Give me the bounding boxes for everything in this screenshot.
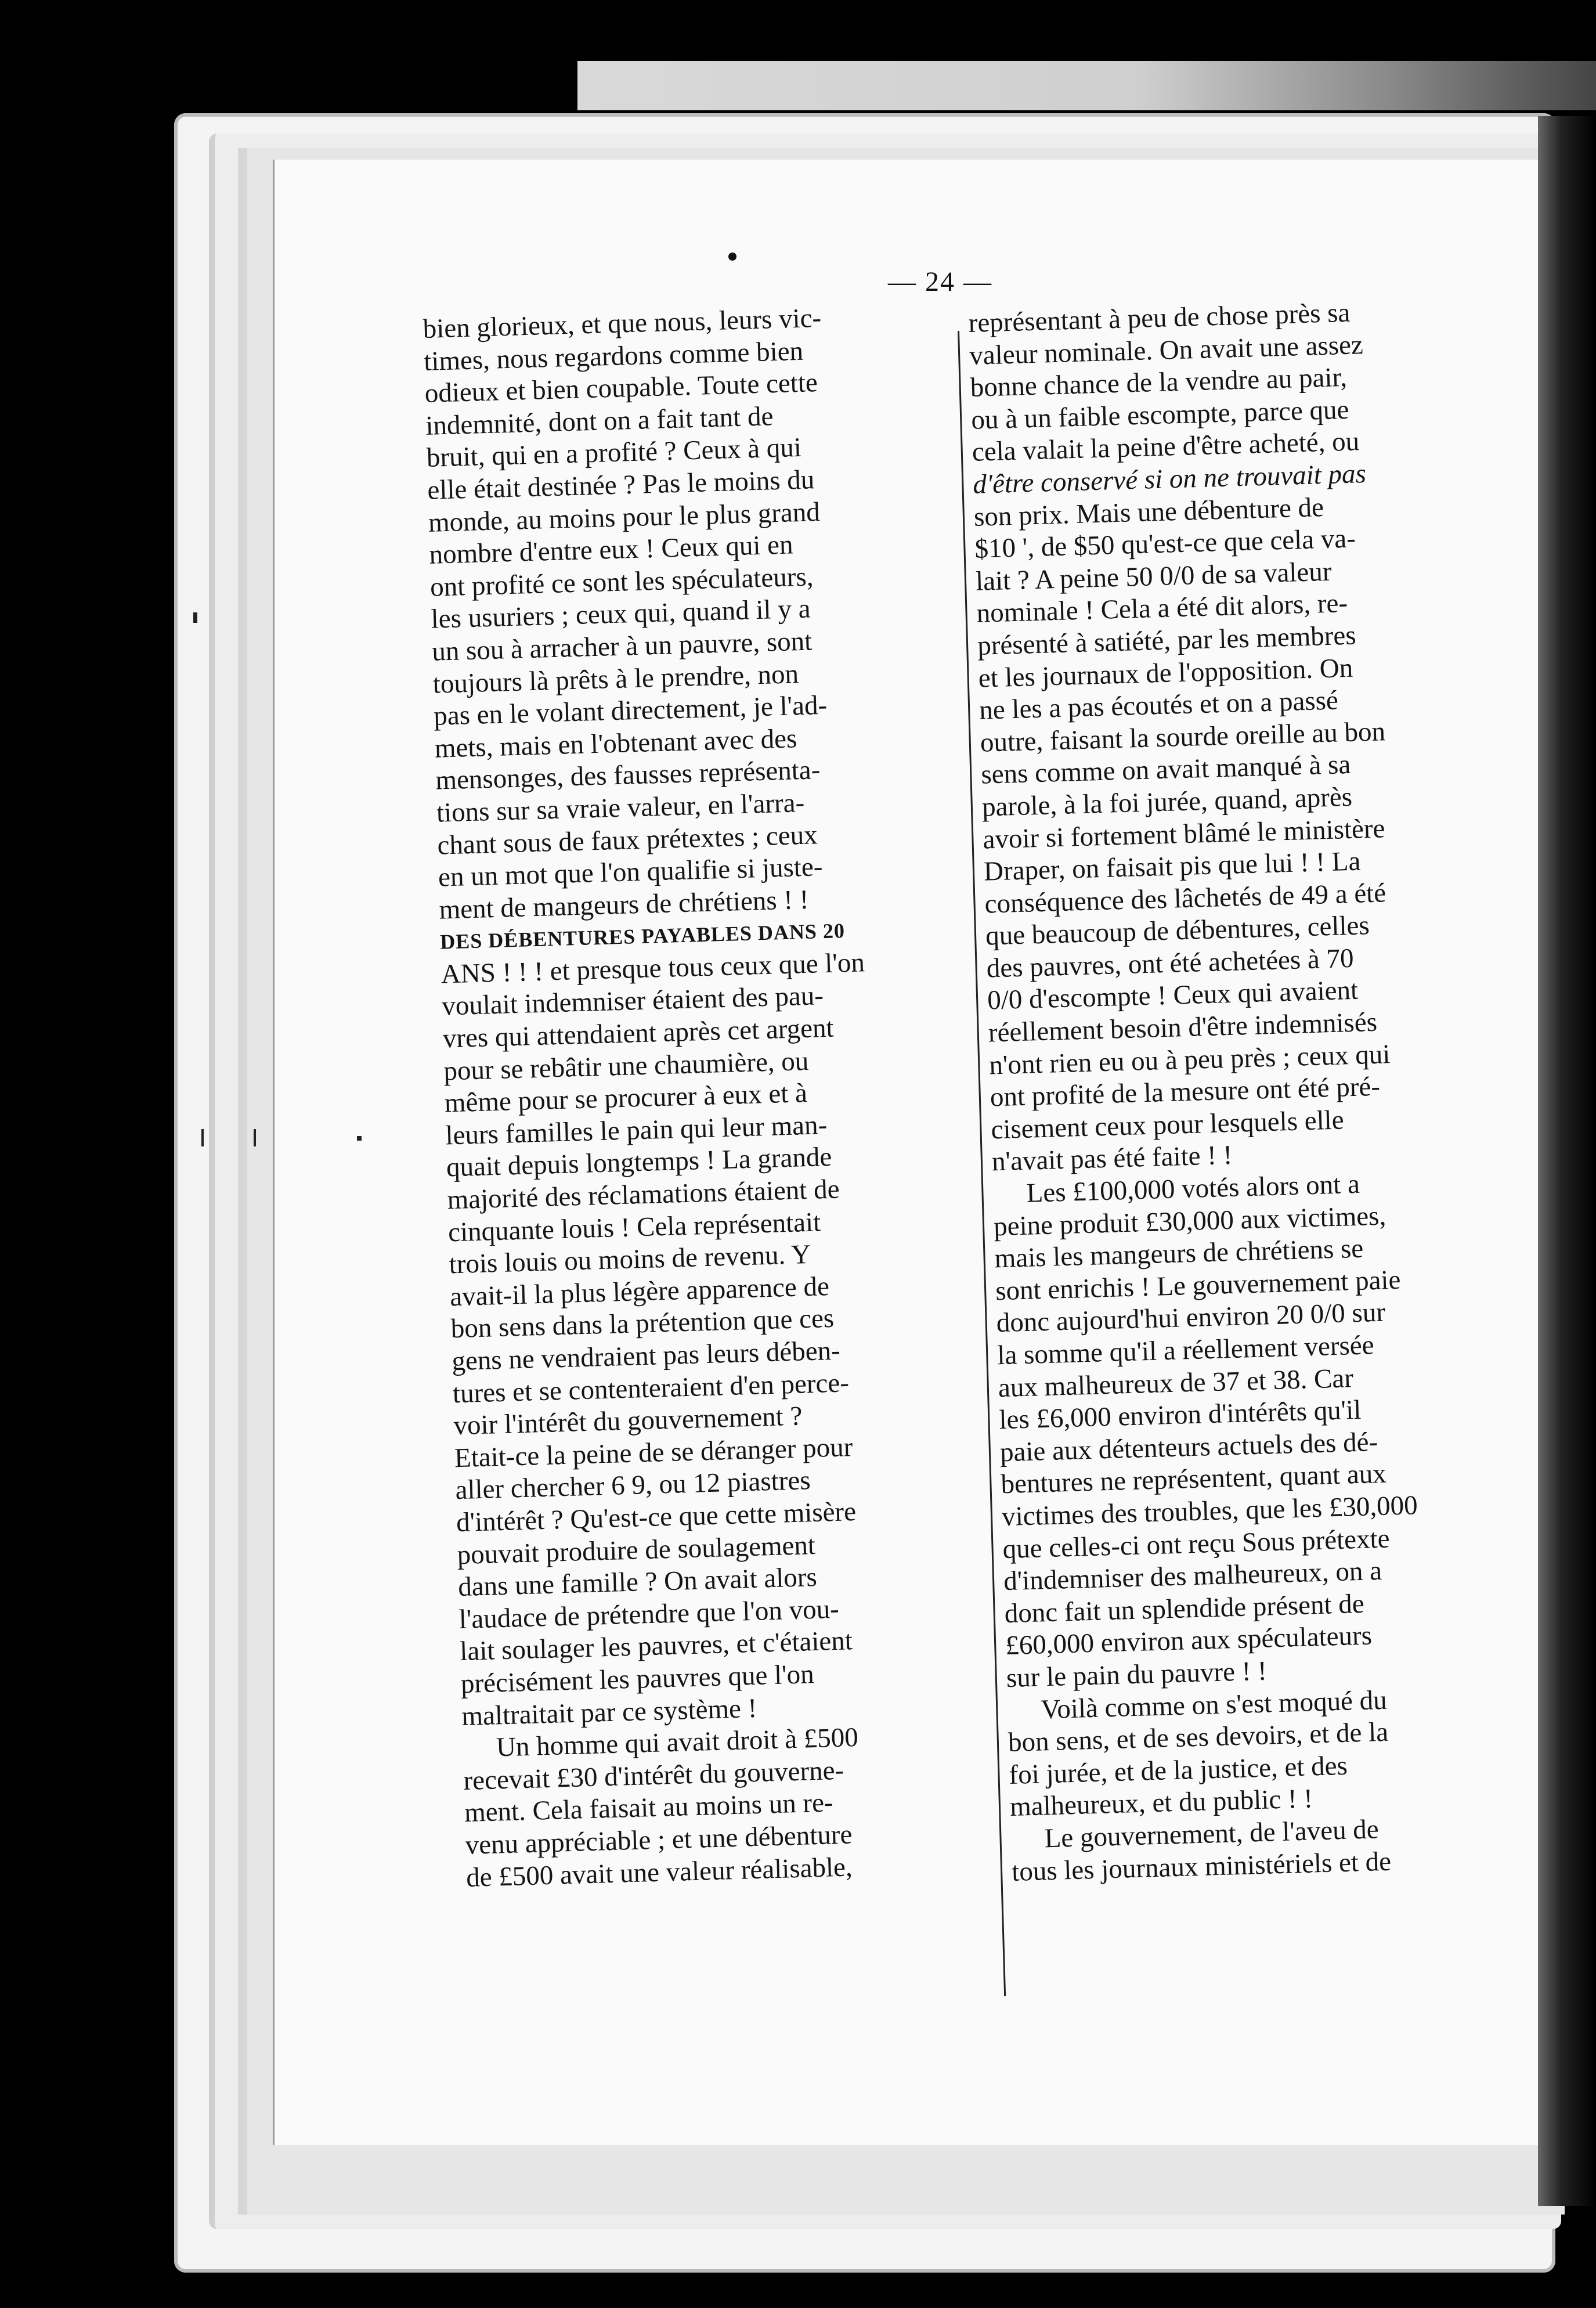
- text-line: vres qui attendaient après cet argent: [442, 1012, 835, 1054]
- margin-mark: [193, 612, 197, 623]
- text-line: maltraitait par ce système !: [461, 1693, 757, 1732]
- text-line: dans une famille ? On avait alors: [457, 1562, 818, 1603]
- text-line: donc fait un splendide présent de: [1004, 1588, 1365, 1629]
- text-line: voulait indemniser étaient des pau-: [441, 980, 824, 1022]
- text-line: ont profité ce sont les spéculateurs,: [429, 561, 814, 603]
- margin-mark: [201, 1129, 204, 1146]
- text-line: représentant à peu de chose près sa: [968, 297, 1351, 338]
- text-line: conséquence des lâchetés de 49 a été: [984, 877, 1386, 919]
- text-line: n'ont rien eu ou à peu près ; ceux qui: [988, 1038, 1391, 1081]
- text-line: £60,000 environ aux spéculateurs: [1005, 1620, 1373, 1661]
- text-line: paie aux détenteurs actuels des dé-: [999, 1426, 1378, 1468]
- text-line: des pauvres, ont été achetées à 70: [986, 943, 1355, 984]
- text-line: aux malheureux de 37 et 38. Car: [998, 1362, 1354, 1403]
- text-line: cisement ceux pour lesquels elle: [990, 1105, 1345, 1145]
- text-line: d'être conservé si on ne trouvait pas: [972, 458, 1367, 500]
- text-line: ment. Cela faisait au moins un re-: [464, 1787, 834, 1829]
- text-line: odieux et bien coupable. Toute cette: [424, 367, 818, 409]
- text-line: nombre d'entre eux ! Ceux qui en: [428, 529, 794, 570]
- text-line: valeur nominale. On avait une assez: [969, 329, 1364, 371]
- text-line: lait soulager les pauvres, et c'étaient: [459, 1625, 853, 1667]
- text-line: bentures ne représentent, quant aux: [1000, 1459, 1387, 1500]
- text-line: Les £100,000 votés alors ont a: [1026, 1169, 1360, 1209]
- text-line: Etait-ce la peine de se déranger pour: [454, 1431, 853, 1474]
- text-line: avoir si fortement blâmé le ministère: [982, 813, 1386, 855]
- text-line: bon sens, et de ses devoirs, et de la: [1008, 1716, 1389, 1758]
- text-line: Voilà comme on s'est moqué du: [1040, 1685, 1388, 1725]
- text-line: ont profité de la mesure ont été pré-: [990, 1071, 1381, 1113]
- text-line: de £500 avait une valeur réalisable,: [465, 1851, 853, 1893]
- text-line: que beaucoup de débentures, celles: [985, 910, 1370, 951]
- text-line: ne les a pas écoutés et on a passé: [978, 685, 1339, 726]
- text-line: elle était destinée ? Pas le moins du: [427, 464, 815, 506]
- text-line: monde, au moins pour le plus grand: [428, 496, 821, 538]
- text-line: indemnité, dont on a fait tant de: [425, 401, 774, 441]
- text-line: peine produit £30,000 aux victimes,: [993, 1200, 1386, 1242]
- text-line: venu appréciable ; et une débenture: [464, 1819, 853, 1860]
- text-line: mensonges, des fausses représenta-: [435, 755, 821, 796]
- text-line: son prix. Mais une débenture de: [973, 492, 1324, 532]
- text-line: ANS ! ! ! et presque tous ceux que l'on: [440, 947, 865, 990]
- text-line: quait depuis longtemps ! La grande: [446, 1142, 832, 1183]
- margin-mark: [357, 1136, 362, 1141]
- text-line: majorité des réclamations étaient de: [446, 1174, 840, 1216]
- text-line: n'avait pas été faite ! !: [991, 1140, 1233, 1177]
- text-line: leurs familles le pain qui leur man-: [445, 1109, 828, 1151]
- text-line: trois louis ou moins de revenu. Y: [449, 1239, 811, 1280]
- text-line: Draper, on faisait pis que lui ! ! La: [983, 846, 1361, 887]
- text-line: les £6,000 environ d'intérêts qu'il: [998, 1395, 1362, 1436]
- text-line: sont enrichis ! Le gouvernement paie: [995, 1264, 1402, 1307]
- text-line: chant sous de faux prétextes ; ceux: [436, 819, 818, 861]
- text-line: victimes des troubles, que les £30,000: [1001, 1490, 1418, 1532]
- text-line: précisément les pauvres que l'on: [460, 1659, 815, 1700]
- text-line: un sou à arracher à un pauvre, sont: [431, 626, 813, 667]
- text-line: bien glorieux, et que nous, leurs vic-: [423, 302, 822, 344]
- text-line: aller chercher 6 9, ou 12 piastres: [454, 1465, 811, 1506]
- margin-mark: [254, 1129, 256, 1146]
- text-line: lait ? A peine 50 0/0 de sa valeur: [975, 556, 1333, 597]
- text-line: d'indemniser des malheureux, on a: [1003, 1556, 1382, 1597]
- text-line: que celles-ci ont reçu Sous prétexte: [1002, 1523, 1391, 1564]
- text-line: sens comme on avait manqué à sa: [980, 749, 1351, 790]
- text-line: 0/0 d'escompte ! Ceux qui avaient: [987, 975, 1359, 1016]
- text-line: les usuriers ; ceux qui, quand il y a: [430, 593, 811, 635]
- ink-dot: [728, 253, 736, 261]
- text-line: ment de mangeurs de chrétiens ! !: [438, 884, 810, 925]
- text-line: ou à un faible escompte, parce que: [970, 394, 1350, 435]
- text-line: voir l'intérêt du gouvernement ?: [453, 1401, 803, 1441]
- text-line: outre, faisant la sourde oreille au bon: [980, 716, 1386, 758]
- text-line: tures et se contenteraient d'en perce-: [452, 1367, 850, 1409]
- text-line: Le gouvernement, de l'aveu de: [1043, 1814, 1380, 1854]
- text-line: tions sur sa vraie valeur, en l'arra-: [436, 787, 805, 828]
- page-number: — 24 —: [888, 266, 992, 297]
- text-line: parole, à la foi jurée, quand, après: [981, 781, 1353, 823]
- text-line: malheureux, et du public ! !: [1009, 1783, 1313, 1823]
- text-line: et les journaux de l'opposition. On: [978, 652, 1353, 694]
- text-line: mets, mais en l'obtenant avec des: [434, 723, 797, 764]
- text-line: times, nous regardons comme bien: [423, 336, 804, 377]
- scan-top-strip: [577, 61, 1596, 110]
- text-line: mais les mangeurs de chrétiens se: [994, 1233, 1364, 1274]
- text-line: toujours là prêts à le prendre, non: [432, 658, 799, 699]
- text-line: cinquante louis ! Cela représentait: [447, 1207, 821, 1247]
- text-line: bonne chance de la vendre au pair,: [970, 362, 1348, 403]
- left-column: [423, 298, 1015, 1996]
- text-line: la somme qu'il a réellement versée: [996, 1330, 1375, 1371]
- text-line: avait-il la plus légère apparence de: [449, 1271, 830, 1312]
- text-line: l'audace de prétendre que l'on vou-: [458, 1593, 840, 1635]
- text-line: en un mot que l'on qualifie si juste-: [438, 852, 824, 893]
- text-line: pouvait produire de soulagement: [457, 1530, 816, 1570]
- text-line: pour se rebâtir une chaumière, ou: [443, 1045, 809, 1087]
- text-line-smallcaps: DES DÉBENTURES PAYABLES DANS 20: [439, 919, 846, 954]
- text-line: $10 ', de $50 qu'est-ce que cela va-: [974, 523, 1356, 564]
- text-line: même pour se procurer à eux et à: [444, 1078, 808, 1119]
- right-column: [968, 293, 1561, 1990]
- text-line: tous les journaux ministériels et de: [1011, 1846, 1392, 1887]
- text-line: bon sens dans la prétention que ces: [450, 1303, 835, 1344]
- text-line: réellement besoin d'être indemnisés: [988, 1007, 1378, 1048]
- text-line: Un homme qui avait droit à £500: [496, 1722, 859, 1763]
- text-line: sur le pain du pauvre ! !: [1006, 1656, 1268, 1694]
- text-line: bruit, qui en a profité ? Ceux à qui: [426, 432, 802, 474]
- text-line: pas en le volant directement, je l'ad-: [433, 690, 828, 731]
- text-line: d'intérêt ? Qu'est-ce que cette misère: [456, 1496, 857, 1538]
- text-line: cela valait la peine d'être acheté, ou: [972, 426, 1360, 468]
- text-line: foi jurée, et de la justice, et des: [1008, 1750, 1348, 1790]
- text-line: gens ne vendraient pas leurs dében-: [451, 1335, 841, 1377]
- text-line: donc aujourd'hui environ 20 0/0 sur: [996, 1297, 1386, 1339]
- text-line: nominale ! Cela a été dit alors, re-: [976, 588, 1348, 629]
- text-line: présenté à satiété, par les membres: [977, 620, 1357, 661]
- text-line: recevait £30 d'intérêt du gouverne-: [463, 1755, 844, 1796]
